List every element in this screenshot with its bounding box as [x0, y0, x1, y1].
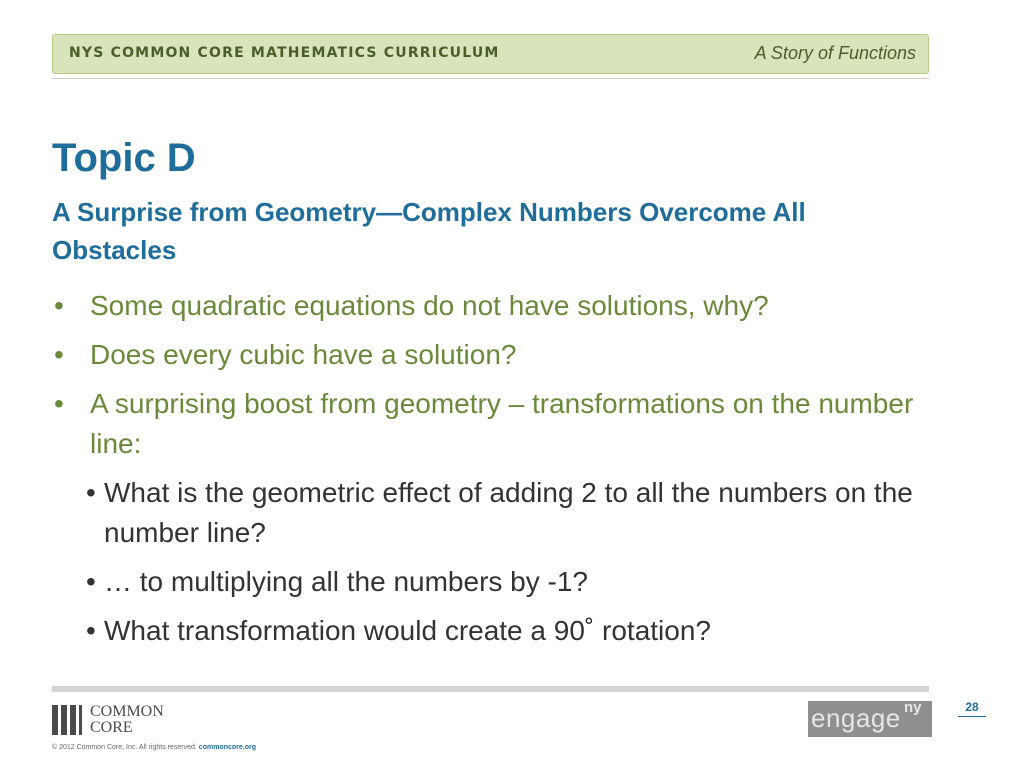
logo-text [90, 704, 164, 736]
bullet-marker: • [54, 388, 64, 419]
sub-bullet-marker: • [86, 566, 96, 597]
module-label: A Story of Functions [754, 43, 916, 63]
logo-line2: CORE [90, 719, 133, 736]
logo-line1: COMMON [90, 703, 164, 720]
page-title: Topic D [52, 136, 196, 180]
bullet-text: A surprising boost from geometry – transformations on the number line: [90, 388, 914, 459]
engage-ny-superscript: ny [904, 701, 922, 716]
header-bar [52, 34, 929, 74]
bullet-item [52, 286, 932, 326]
bullet-list [52, 286, 932, 660]
bullet-marker: • [54, 290, 64, 321]
bullet-text: Does every cubic have a solution? [90, 339, 517, 370]
engage-ny-logo [808, 701, 932, 737]
copyright-link[interactable]: commoncore.org [198, 744, 256, 751]
common-core-logo [52, 705, 192, 737]
sub-bullet-text: What is the geometric effect of adding 2 to all the numbers on the number line? [104, 477, 913, 548]
page-subtitle: A Surprise from Geometry—Complex Numbers Overcome All Obstacles [52, 197, 806, 265]
sub-bullet-item [52, 562, 932, 602]
sub-bullet-item [52, 473, 932, 553]
logo-bars-icon [52, 705, 86, 735]
sub-bullet-text: What transformation would create a 90˚ rotation? [104, 615, 711, 646]
bullet-item [52, 335, 932, 375]
curriculum-label: NYS COMMON CORE MATHEMATICS CURRICULUM [69, 45, 500, 61]
copyright-notice [52, 744, 256, 751]
bullet-text: Some quadratic equations do not have solutions, why? [90, 290, 769, 321]
sub-bullet-marker: • [86, 477, 96, 508]
engage-word: engage [811, 703, 901, 733]
sub-bullet-item [52, 611, 932, 651]
sub-bullet-text: … to multiplying all the numbers by -1? [104, 566, 588, 597]
copyright-text: © 2012 Common Core, Inc. All rights reserved. [52, 744, 197, 751]
header-divider [52, 78, 929, 79]
bullet-item [52, 384, 932, 464]
sub-bullet-marker: • [86, 615, 96, 646]
bullet-marker: • [54, 339, 64, 370]
footer-divider [52, 686, 929, 692]
page-number: 28 [965, 700, 979, 714]
page-number-underline [958, 716, 986, 717]
